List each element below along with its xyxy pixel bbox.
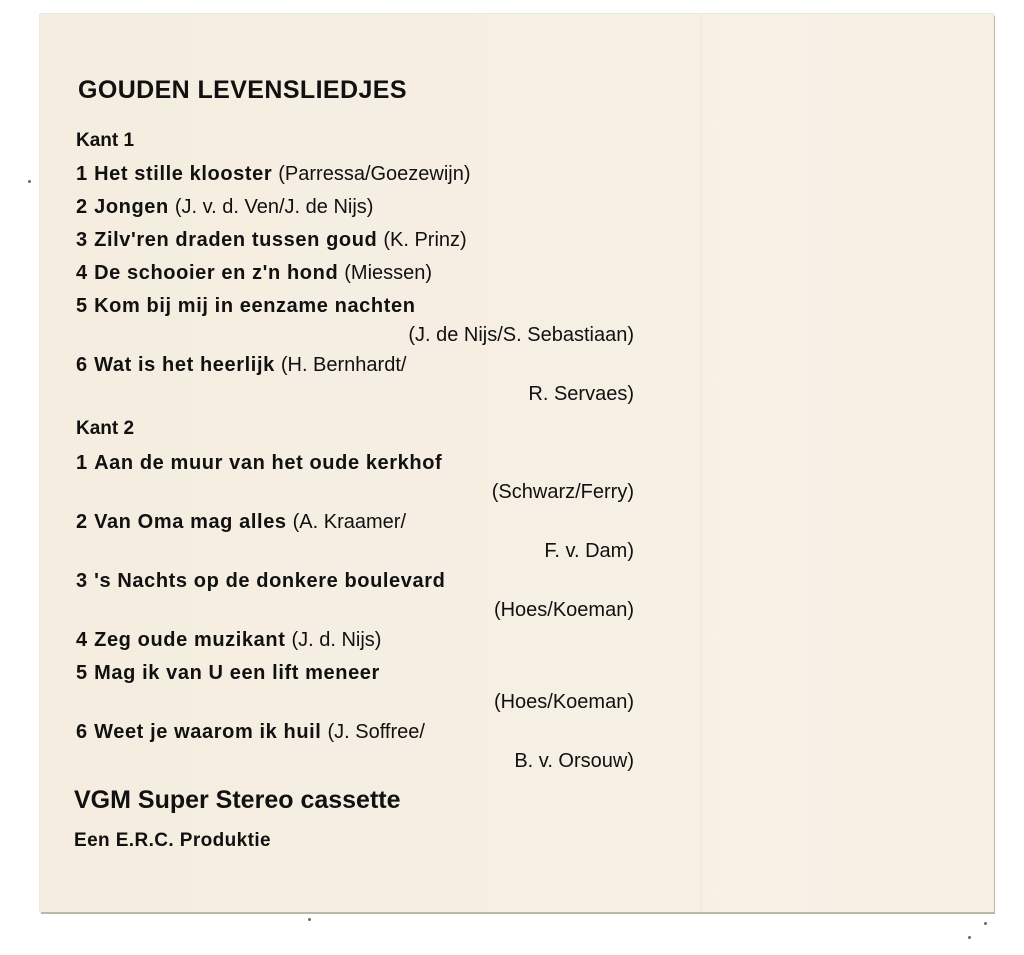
track-number: 2	[76, 196, 88, 218]
track-number: 3	[76, 570, 88, 592]
track-credits: (J. d. Nijs)	[291, 629, 382, 651]
track-title: Weet je waarom ik huil	[94, 721, 322, 743]
track-title: Wat is het heerlijk	[94, 354, 275, 376]
track-line	[76, 292, 636, 321]
track-list-item	[76, 449, 636, 507]
track-number: 5	[76, 662, 88, 684]
track-line	[76, 160, 636, 189]
track-line	[76, 351, 636, 380]
track-list-item	[76, 226, 636, 255]
track-line	[76, 193, 636, 222]
album-title: GOUDEN LEVENSLIEDJES	[78, 76, 407, 104]
production-credit: Een E.R.C. Produktie	[74, 830, 271, 851]
track-number: 4	[76, 262, 88, 284]
track-credits: (Parressa/Goezewijn)	[278, 163, 471, 185]
track-title: De schooier en z'n hond	[94, 262, 339, 284]
side-1-label: Kant 1	[76, 130, 135, 151]
track-list-item	[76, 508, 636, 566]
track-line	[76, 659, 636, 688]
track-list-item	[76, 193, 636, 222]
track-list-item	[76, 292, 636, 350]
track-title: Van Oma mag alles	[94, 511, 287, 533]
track-title: Aan de muur van het oude kerkhof	[94, 452, 443, 474]
track-list-item	[76, 626, 636, 655]
track-credits: (A. Kraamer/	[292, 511, 406, 533]
track-list-item	[76, 718, 636, 776]
track-title: Jongen	[94, 196, 169, 218]
track-credits: (K. Prinz)	[383, 229, 467, 251]
track-title: Het stille klooster	[94, 163, 273, 185]
side-2-label: Kant 2	[76, 418, 135, 439]
track-list-item	[76, 567, 636, 625]
track-number: 3	[76, 229, 88, 251]
track-list-item	[76, 259, 636, 288]
track-number: 5	[76, 295, 88, 317]
brand-line: VGM Super Stereo cassette	[74, 786, 401, 814]
track-credits-continued: F. v. Dam)	[544, 540, 634, 562]
track-credits-continued: (J. de Nijs/S. Sebastiaan)	[408, 324, 634, 346]
track-credits: (J. v. d. Ven/J. de Nijs)	[174, 196, 374, 218]
track-credits-continued: (Schwarz/Ferry)	[491, 481, 634, 503]
track-credits: (Miessen)	[344, 262, 433, 284]
track-line	[76, 259, 636, 288]
track-number: 1	[76, 452, 88, 474]
track-line	[76, 567, 636, 596]
track-credits: (H. Bernhardt/	[280, 354, 407, 376]
track-credits-continued: (Hoes/Koeman)	[493, 599, 634, 621]
track-line	[76, 226, 636, 255]
track-title: 's Nachts op de donkere boulevard	[94, 570, 446, 592]
track-credits-continued: (Hoes/Koeman)	[493, 691, 634, 713]
track-credits: (J. Soffree/	[327, 721, 425, 743]
track-credits-continued: B. v. Orsouw)	[514, 750, 634, 772]
track-title: Mag ik van U een lift meneer	[94, 662, 380, 684]
track-line	[76, 626, 636, 655]
track-line	[76, 508, 636, 537]
track-list-item	[76, 659, 636, 717]
track-credits-continued: R. Servaes)	[528, 383, 634, 405]
track-list-item	[76, 160, 636, 189]
track-number: 4	[76, 629, 88, 651]
track-number: 2	[76, 511, 88, 533]
track-line	[76, 449, 636, 478]
track-list-item	[76, 351, 636, 409]
track-title: Zeg oude muzikant	[94, 629, 286, 651]
track-title: Zilv'ren draden tussen goud	[94, 229, 378, 251]
track-line	[76, 718, 636, 747]
track-title: Kom bij mij in eenzame nachten	[94, 295, 416, 317]
track-number: 1	[76, 163, 88, 185]
track-number: 6	[76, 354, 88, 376]
track-number: 6	[76, 721, 88, 743]
